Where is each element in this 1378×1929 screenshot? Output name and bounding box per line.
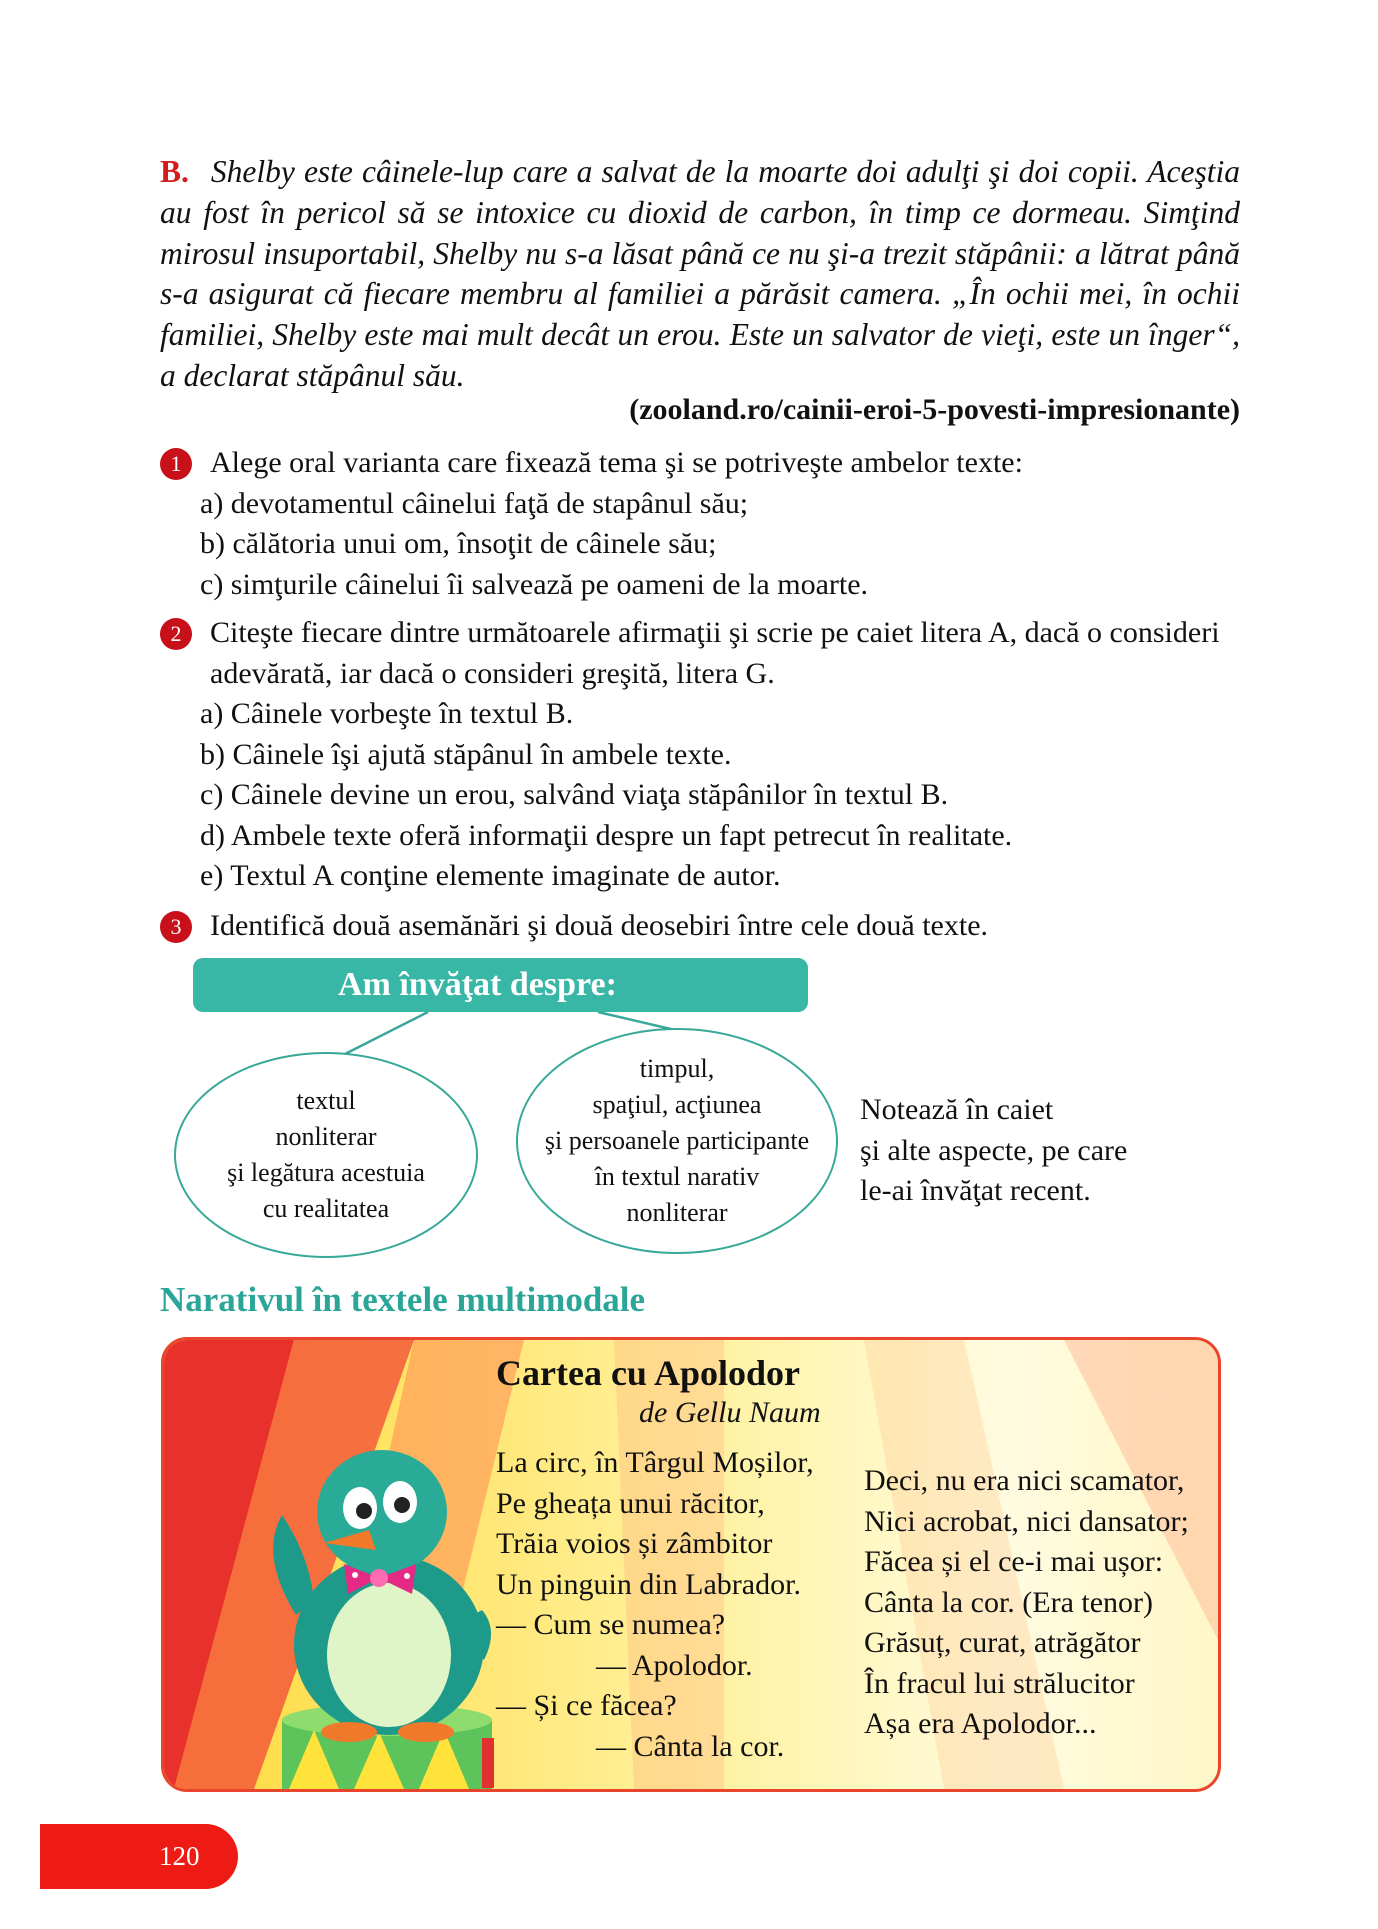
text-b-source: (zooland.ro/cainii-eroi-5-povesti-impresionante) bbox=[629, 393, 1240, 426]
note-line: le-ai învăţat recent. bbox=[860, 1174, 1091, 1207]
poem-stanza-2 bbox=[864, 1461, 1189, 1745]
bubble-line: spaţiul, acţiunea bbox=[592, 1090, 762, 1119]
poem-box bbox=[161, 1337, 1221, 1792]
learned-note bbox=[860, 1090, 1127, 1212]
poem-line: La circ, în Târgul Moșilor, bbox=[496, 1446, 814, 1479]
poem-line: — Și ce făcea? bbox=[496, 1689, 677, 1722]
poem-line: Trăia voios și zâmbitor bbox=[496, 1527, 773, 1560]
text-b-body: Shelby este câinele-lup care a salvat de la moarte doi adulţi şi doi copii. Aceştia au fost în pericol să se intoxice cu dioxid de carbon, în timp ce dormeau. Simţind mirosul insuportabil, Shelby nu s-a lăsat până ce nu şi-a trezit stăpânii: a lătrat până s-a asigurat că fiecare membru al familiei a părăsit camera. „În ochii mei, în ochii familiei, Shelby este mai mult decât un erou. Este un salvator de vieţi, este un înger“, a declarat stăpânul său. bbox=[160, 154, 1240, 393]
section-title: Narativul în textele multimodale bbox=[160, 1280, 646, 1319]
task-option: b) Câinele îşi ajută stăpânul în ambele texte. bbox=[200, 737, 732, 771]
poem-line: Așa era Apolodor... bbox=[864, 1707, 1097, 1740]
poem-line: În fracul lui strălucitor bbox=[864, 1666, 1135, 1700]
task-option: c) Câinele devine un erou, salvând viaţa stăpânilor în textul B. bbox=[200, 778, 949, 811]
poem-title: Cartea cu Apolodor bbox=[496, 1353, 800, 1393]
poem-author: de Gellu Naum bbox=[639, 1396, 821, 1429]
poem-line: Cânta la cor. (Era tenor) bbox=[864, 1585, 1154, 1619]
task-number-badge: 1 bbox=[160, 448, 192, 480]
poem-line: Făcea și el ce-i mai ușor: bbox=[864, 1545, 1164, 1578]
text-b-label: B. bbox=[160, 154, 189, 189]
poem-line: — Cânta la cor. bbox=[596, 1729, 785, 1763]
task-option: d) Ambele texte oferă informaţii despre un fapt petrecut în realitate. bbox=[200, 818, 1013, 852]
bubble-line: în textul narativ bbox=[594, 1162, 760, 1191]
task-number-badge: 2 bbox=[160, 618, 192, 650]
learned-bubble-narrative-elements bbox=[516, 1028, 838, 1254]
poem-line: Un pinguin din Labrador. bbox=[496, 1567, 801, 1601]
poem-line: Grăsuț, curat, atrăgător bbox=[864, 1626, 1141, 1659]
poem-stanza-1 bbox=[496, 1443, 814, 1767]
task-question: Identifică două asemănări şi două deosebiri între cele două texte. bbox=[210, 909, 989, 942]
learned-banner: Am învăţat despre: bbox=[193, 958, 808, 1012]
note-line: Notează în caiet bbox=[860, 1093, 1054, 1126]
poem-line: Nici acrobat, nici dansator; bbox=[864, 1504, 1189, 1538]
bubble-line: textul bbox=[296, 1086, 356, 1115]
bubble-line: nonliterar bbox=[626, 1198, 728, 1227]
note-line: şi alte aspecte, pe care bbox=[860, 1133, 1128, 1167]
task-question: Alege oral varianta care fixează tema şi se potriveşte ambelor texte: bbox=[210, 446, 1023, 479]
task-question: Citeşte fiecare dintre următoarele afirmaţii şi scrie pe caiet litera A, dacă o consideri adevărată, iar dacă o consideri greşită, litera G. bbox=[210, 616, 1220, 690]
task-option: e) Textul A conţine elemente imaginate de autor. bbox=[200, 859, 781, 892]
poem-line: — Cum se numea? bbox=[496, 1608, 726, 1641]
bubble-line: timpul, bbox=[639, 1054, 715, 1083]
poem-line: Deci, nu era nici scamator, bbox=[864, 1464, 1185, 1497]
bubble-line: nonliterar bbox=[275, 1122, 377, 1151]
task-number-badge: 3 bbox=[160, 911, 192, 943]
bubble-line: şi legătura acestuia bbox=[227, 1158, 425, 1187]
bubble-line: şi persoanele participante bbox=[544, 1126, 810, 1155]
page-number: 120 bbox=[40, 1824, 238, 1889]
task-option: a) devotamentul câinelui faţă de stapânul său; bbox=[200, 486, 749, 520]
task-option: c) simţurile câinelui îi salvează pe oameni de la moarte. bbox=[200, 567, 869, 601]
poem-line: Pe gheața unui răcitor, bbox=[496, 1486, 765, 1520]
learned-bubble-nonliterary-text bbox=[174, 1052, 478, 1258]
poem-line: — Apolodor. bbox=[596, 1648, 753, 1682]
task-option: b) călătoria unui om, însoţit de câinele său; bbox=[200, 527, 717, 560]
bubble-line: cu realitatea bbox=[262, 1194, 390, 1223]
task-option: a) Câinele vorbeşte în textul B. bbox=[200, 697, 574, 730]
